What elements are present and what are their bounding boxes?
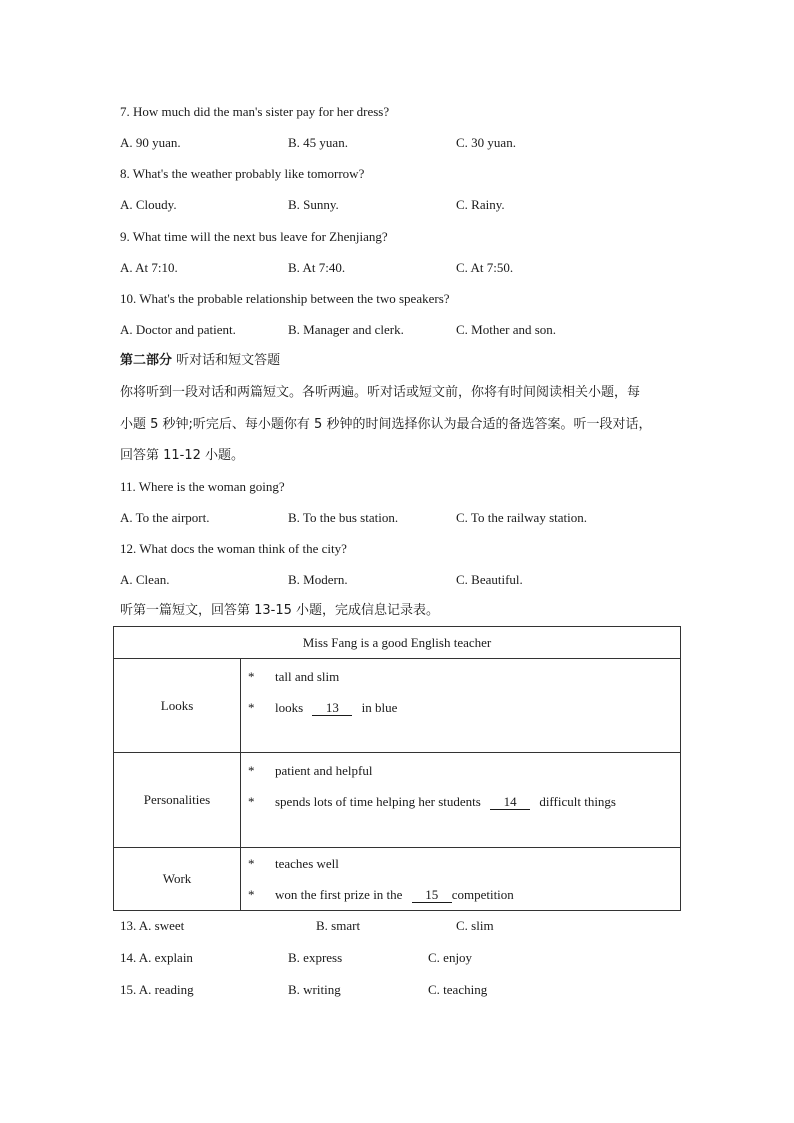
option-7b: B. 45 yuan. [288,135,348,150]
option-12b: B. Modern. [288,572,348,587]
work-line-2-post: competition [451,887,514,902]
option-14a: 14. A. explain [120,950,193,965]
option-8c: C. Rainy. [456,197,505,212]
personalities-line-1: patient and helpful [275,763,373,778]
looks-line-1: tall and slim [275,669,340,684]
option-10a: A. Doctor and patient. [120,322,236,337]
option-13b: B. smart [316,918,361,933]
bullet: * [248,669,255,684]
option-14c: C. enjoy [428,950,473,965]
question-7: 7. How much did the man's sister pay for her dress? [120,104,390,119]
option-9c: C. At 7:50. [456,260,514,275]
work-line-2-pre: won the first prize in the [275,887,403,902]
option-11b: B. To the bus station. [288,510,399,525]
option-12c: C. Beautiful. [456,572,523,587]
option-7a: A. 90 yuan. [120,135,181,150]
bullet: * [248,794,255,809]
part2-subtitle: 听对话和短文答题 [176,353,281,368]
option-8a: A. Cloudy. [120,197,177,212]
option-10b: B. Manager and clerk. [288,322,404,337]
question-11: 11. Where is the woman going? [120,479,285,494]
option-13c: C. slim [456,918,494,933]
part2-heading [120,353,280,369]
looks-line-2-post: in blue [361,700,398,715]
option-11a: A. To the airport. [120,510,210,525]
personalities-line-2-post: difficult things [539,794,616,809]
row-label-looks: Looks [114,659,241,753]
blank-13: 13 [312,701,352,716]
passage-intro: 听第一篇短文，回答第 13-15 小题，完成信息记录表。 [120,603,440,618]
bullet: * [248,700,255,715]
option-15b: B. writing [288,982,341,997]
bullet: * [248,763,255,778]
option-9b: B. At 7:40. [288,260,346,275]
option-14b: B. express [288,950,343,965]
option-11c: C. To the railway station. [456,510,587,525]
question-12: 12. What docs the woman think of the city? [120,541,347,556]
row-label-personalities: Personalities [114,753,241,848]
info-record-table [113,626,681,911]
question-8: 8. What's the weather probably like tomorrow? [120,166,365,181]
row-content-work [241,848,681,911]
blank-15: 15 [412,888,452,903]
table-title: Miss Fang is a good English teacher [114,627,681,659]
work-line-2 [275,887,514,903]
question-10: 10. What's the probable relationship between the two speakers? [120,291,450,306]
personalities-line-2-pre: spends lots of time helping her students [275,794,481,809]
part2-instruction-1: 你将听到一段对话和两篇短文。各听两遍。听对话或短文前，你将有时间阅读相关小题，每 [120,385,641,400]
row-label-work: Work [114,848,241,911]
option-15a: 15. A. reading [120,982,194,997]
personalities-line-2 [275,794,616,810]
row-content-personalities [241,753,681,848]
bullet: * [248,856,255,871]
option-15c: C. teaching [428,982,488,997]
bullet: * [248,887,255,902]
part2-instruction-2: 小题 5 秒钟;听完后、每小题你有 5 秒钟的时间选择你认为最合适的备选答案。听一段对话， [120,417,652,432]
option-13a: 13. A. sweet [120,918,185,933]
option-7c: C. 30 yuan. [456,135,516,150]
part2-instruction-3: 回答第 11-12 小题。 [120,448,245,463]
option-8b: B. Sunny. [288,197,339,212]
looks-line-2-pre: looks [275,700,304,715]
question-9: 9. What time will the next bus leave for Zhenjiang? [120,229,388,244]
option-9a: A. At 7:10. [120,260,178,275]
blank-14: 14 [490,795,530,810]
work-line-1: teaches well [275,856,339,871]
row-content-looks [241,659,681,753]
looks-line-2 [275,700,397,716]
option-10c: C. Mother and son. [456,322,557,337]
part2-title: 第二部分 [120,353,173,368]
option-12a: A. Clean. [120,572,170,587]
